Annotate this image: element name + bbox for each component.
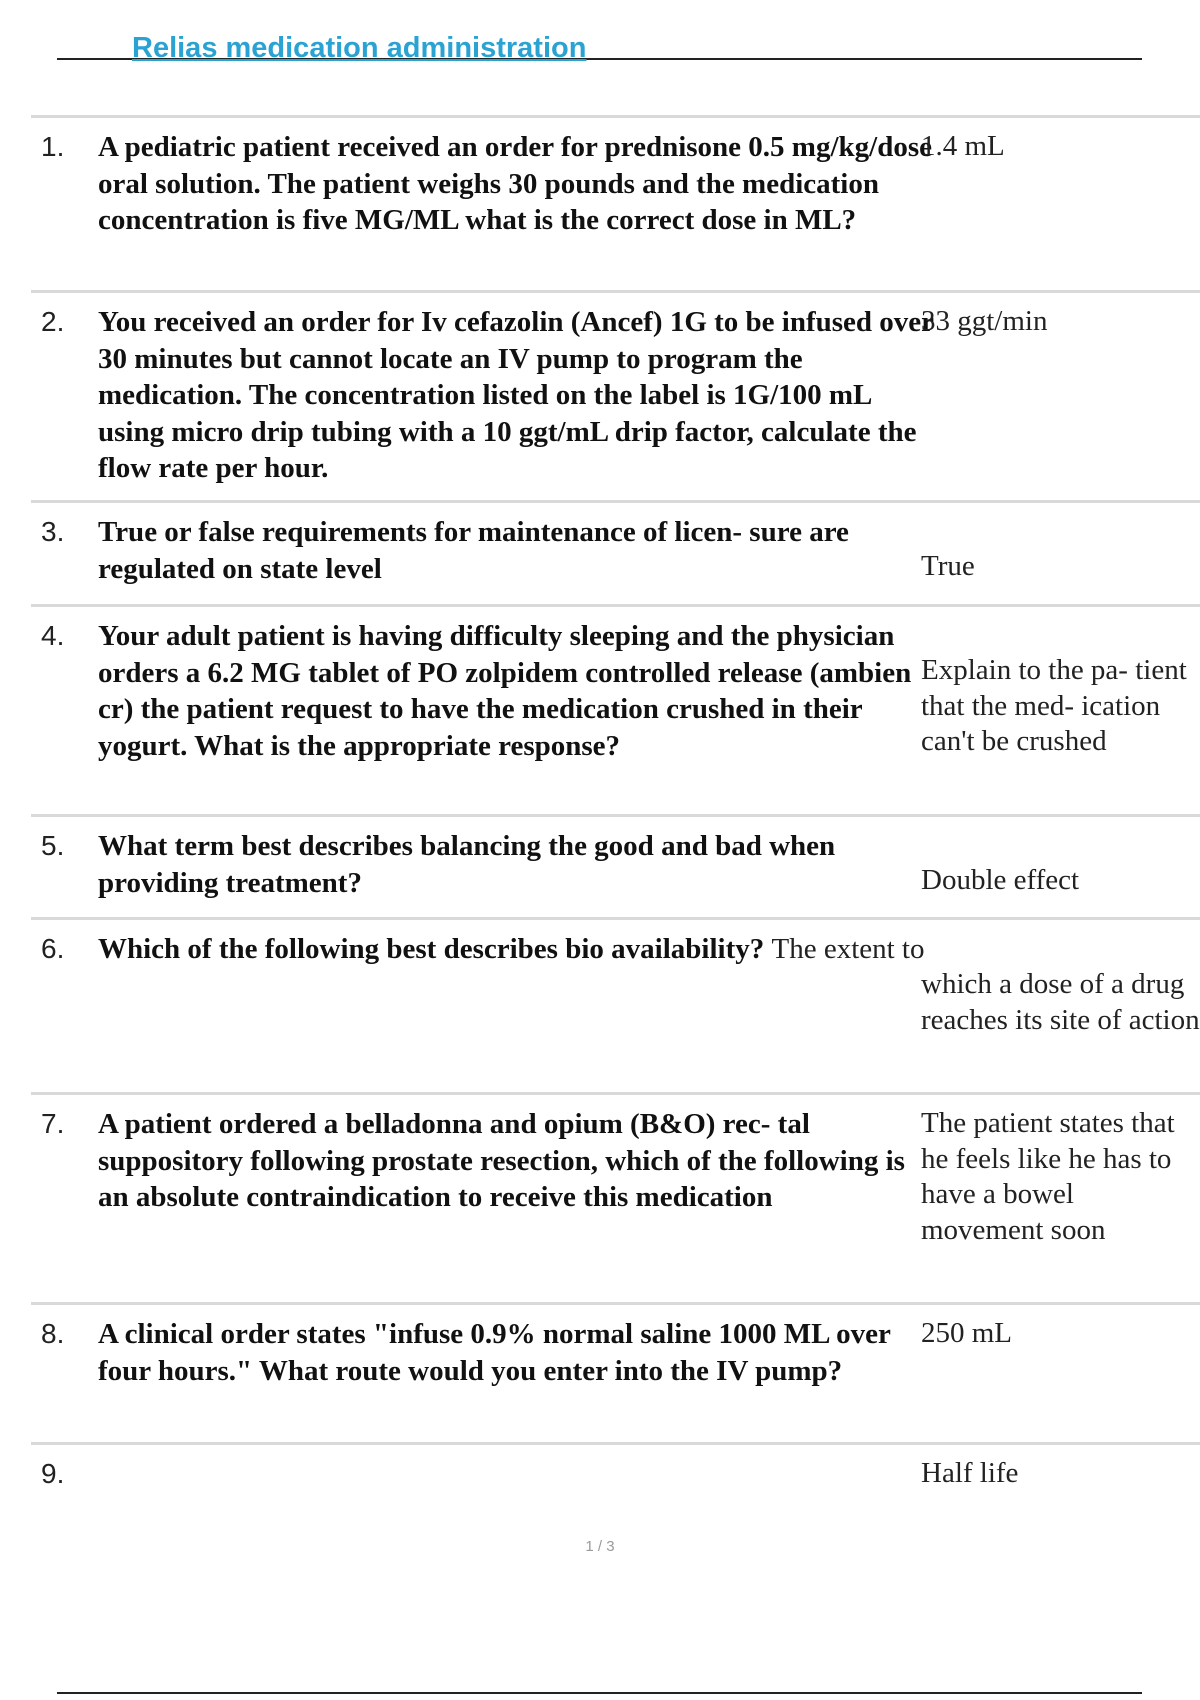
qa-item	[31, 503, 1200, 607]
item-question: A pediatric patient received an order for prednisone 0.5 mg/kg/dose oral solution. The patient weighs 30 pounds and the medication concentration is five MG/ML what is the correct dose in ML?	[98, 131, 932, 236]
item-question: A clinical order states "infuse 0.9% normal saline 1000 ML over four hours." What route would you enter into the IV pump?	[98, 1318, 891, 1387]
page-number: 1 / 3	[585, 1538, 615, 1555]
item-question: You received an order for Iv cefazolin (Ancef) 1G to be infused over 30 minutes but cannot locate an IV pump to program the medication. The concentration listed on the label is 1G/100 mL using micro drip tubing with a 10 ggt/mL drip factor, calculate the flow rate per hour.	[98, 306, 934, 484]
item-number: 7.	[41, 1108, 65, 1139]
item-answer: True	[921, 550, 975, 582]
item-answer: which a dose of a drug reaches its site of action	[921, 968, 1200, 1036]
item-question: Your adult patient is having difficulty sleeping and the physician orders a 6.2 MG tablet of PO zolpidem controlled release (ambien cr) the patient request to have the medication crushed in their yogurt. What is the appropriate response?	[98, 620, 912, 762]
qa-item	[31, 1095, 1200, 1305]
qa-item	[31, 118, 1200, 293]
item-answer: The patient states that he feels like he has to have a bowel movement soon	[921, 1107, 1175, 1246]
qa-item	[31, 607, 1200, 817]
item-question-line	[98, 931, 1198, 968]
item-question: What term best describes balancing the good and bad when providing treatment?	[98, 830, 836, 899]
qa-list	[31, 115, 1200, 1507]
item-number: 8.	[41, 1318, 65, 1349]
item-question: A patient ordered a belladonna and opium (B&O) rec- tal suppository following prostate resection, which of the following is an absolute contraindication to receive this medication	[98, 1108, 905, 1213]
qa-item	[31, 1305, 1200, 1445]
footer-divider	[57, 1692, 1142, 1694]
document-title: Relias medication administration	[132, 32, 587, 64]
item-question: True or false requirements for maintenance of licen- sure are regulated on state level	[98, 516, 849, 585]
item-number: 1.	[41, 131, 65, 162]
item-answer: Double effect	[921, 864, 1080, 896]
item-answer: 33 ggt/min	[921, 305, 1048, 337]
item-number: 4.	[41, 620, 65, 651]
item-answer-inline: The extent to	[771, 933, 925, 965]
document-header	[57, 30, 1142, 64]
item-answer: 250 mL	[921, 1317, 1013, 1349]
item-number: 5.	[41, 830, 65, 861]
qa-item	[31, 817, 1200, 920]
item-number: 3.	[41, 516, 65, 547]
qa-item	[31, 920, 1200, 1095]
qa-item	[31, 293, 1200, 503]
item-number: 2.	[41, 306, 65, 337]
qa-item	[31, 1445, 1200, 1507]
item-answer: Half life	[921, 1457, 1019, 1489]
item-answer: Explain to the pa- tient that the med- ication can't be crushed	[921, 654, 1187, 757]
item-question: Which of the following best describes bio availability?	[98, 933, 765, 965]
item-answer: 1.4 mL	[921, 130, 1005, 162]
item-number: 9.	[41, 1458, 65, 1489]
item-number: 6.	[41, 933, 65, 964]
